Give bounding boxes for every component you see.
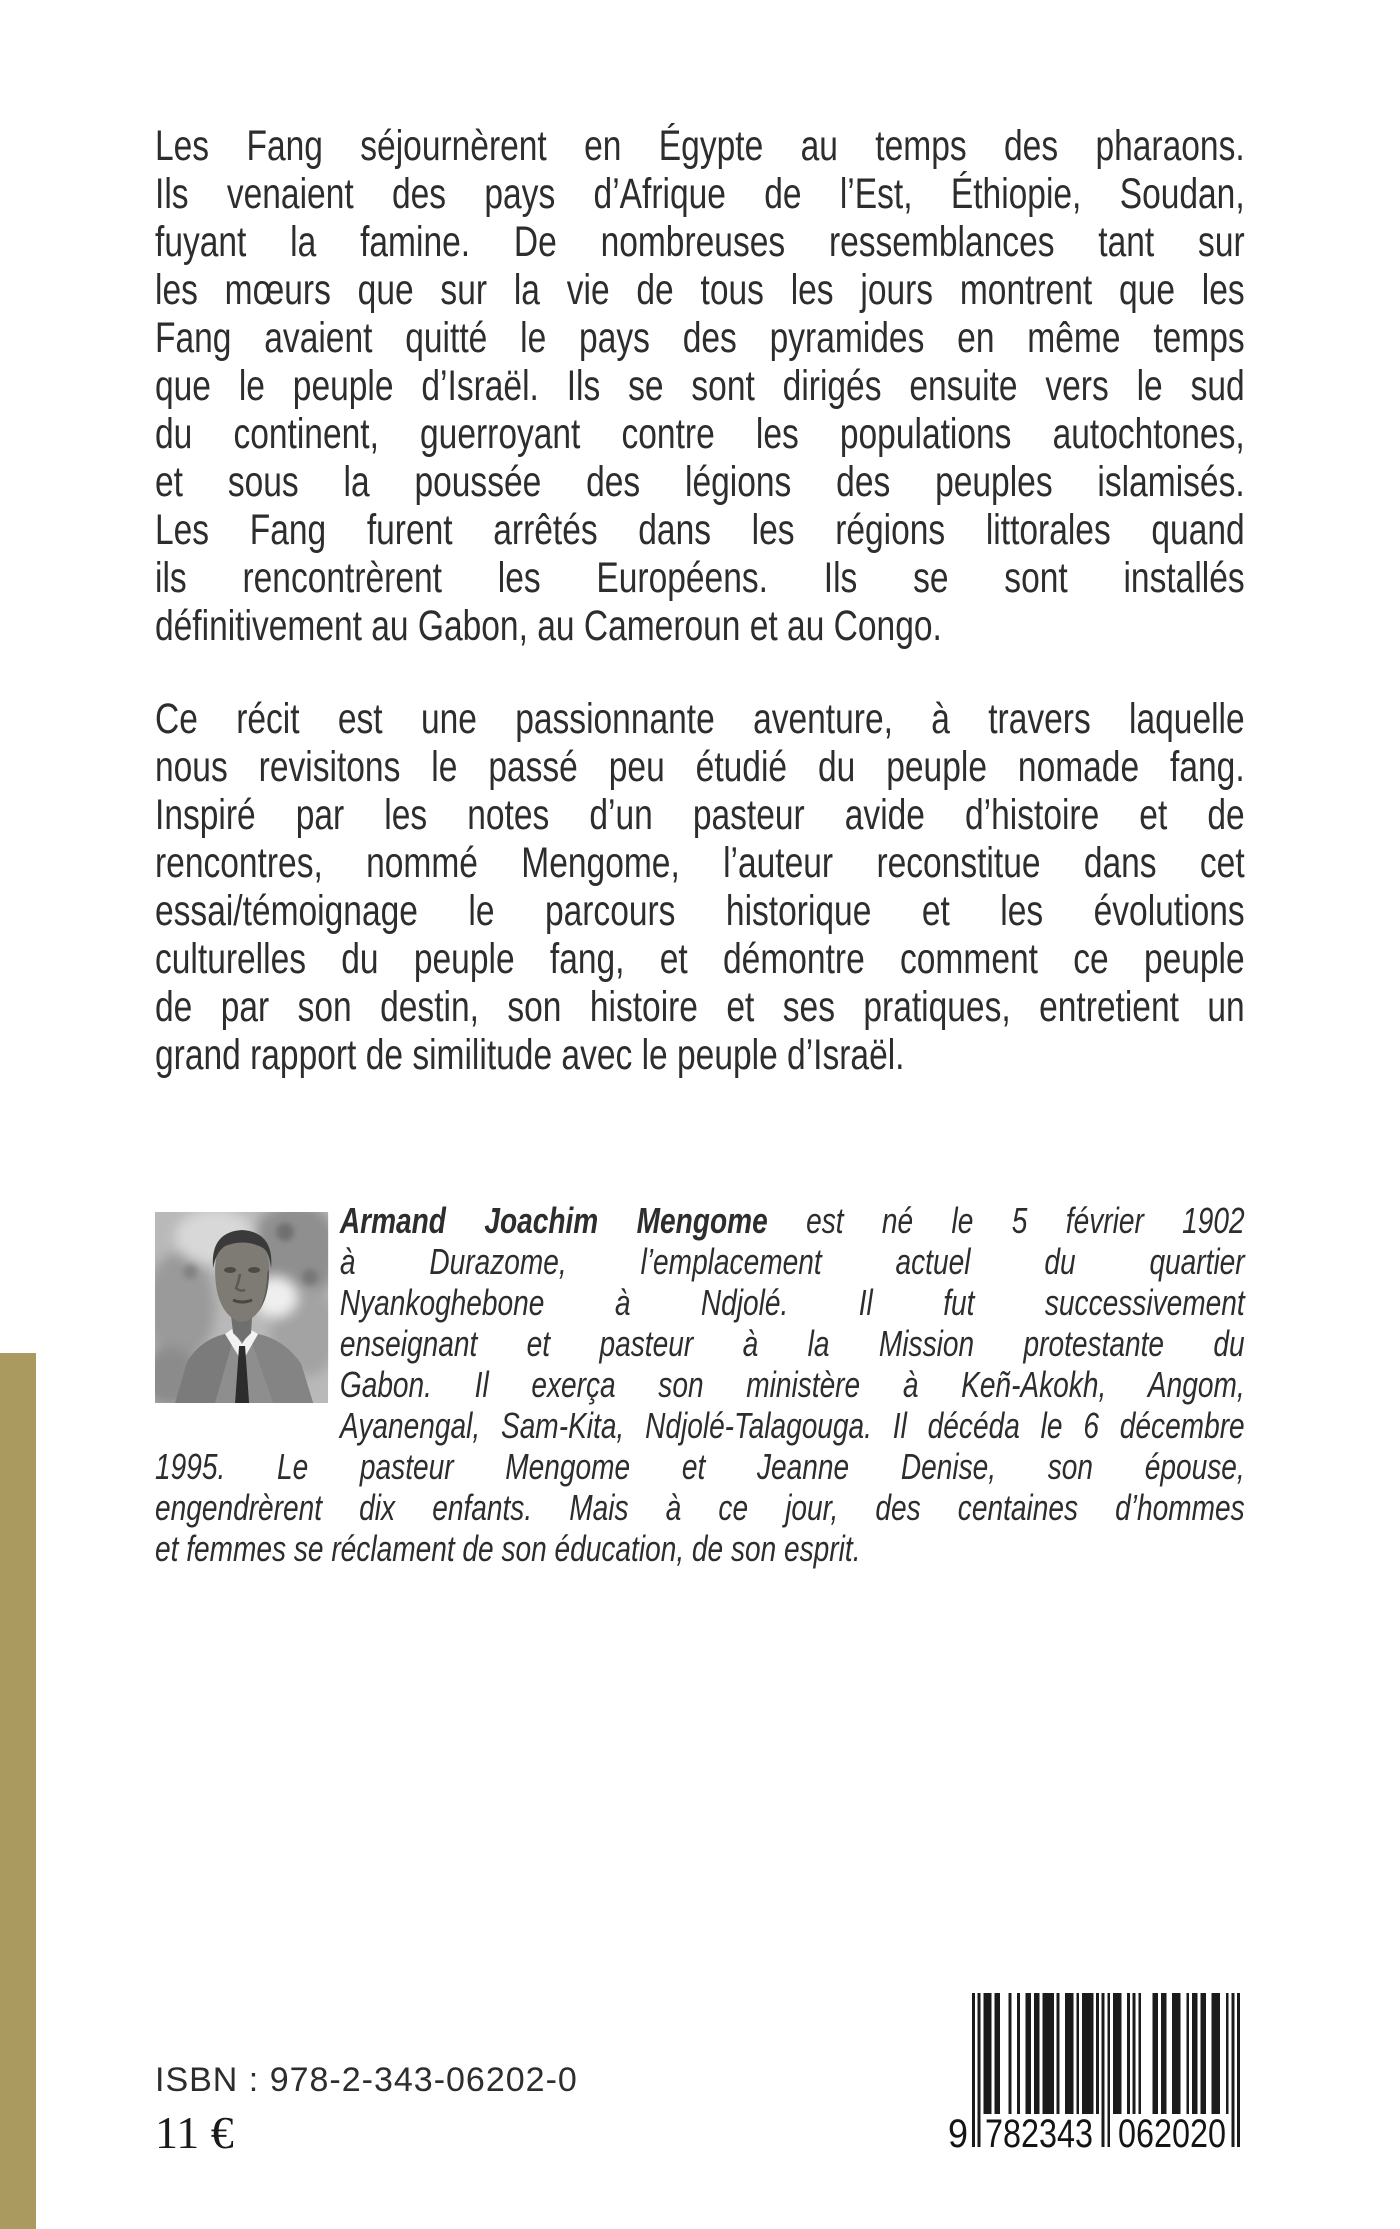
ean13-barcode bbox=[948, 1993, 1240, 2155]
text-line: Ils venaient des pays d’Afrique de l’Est, Éthiopie, Soudan, bbox=[155, 170, 1245, 218]
text-line: à Durazome, l’emplacement actuel du quartier bbox=[339, 1241, 1245, 1282]
text-line: engendrèrent dix enfants. Mais à ce jour, des centaines d’hommes bbox=[155, 1487, 1245, 1528]
svg-text:9: 9 bbox=[948, 2112, 968, 2155]
text-line: et femmes se réclament de son éducation, de son esprit. bbox=[155, 1528, 861, 1569]
text-line: essai/témoignage le parcours historique et les évolutions bbox=[155, 887, 1245, 935]
text-line: que le peuple d’Israël. Ils se sont dirigés ensuite vers le sud bbox=[155, 362, 1245, 410]
text-line: rencontres, nommé Mengome, l’auteur reconstitue dans cet bbox=[155, 839, 1245, 887]
text-line: ils rencontrèrent les Européens. Ils se sont installés bbox=[155, 554, 1245, 602]
text-line: Inspiré par les notes d’un pasteur avide d’histoire et de bbox=[155, 791, 1245, 839]
price-label: 11 € bbox=[155, 2107, 234, 2158]
spine-accent-stripe bbox=[0, 1353, 36, 2229]
bio-line1-rest: est né le 5 février 1902 bbox=[806, 1200, 1245, 1241]
text-line: Les Fang furent arrêtés dans les régions littorales quand bbox=[155, 506, 1245, 554]
text-line: grand rapport de similitude avec le peuple d’Israël. bbox=[155, 1031, 905, 1079]
text-line: nous revisitons le passé peu étudié du peuple nomade fang. bbox=[155, 743, 1245, 791]
text-line: Les Fang séjournèrent en Égypte au temps des pharaons. bbox=[155, 122, 1245, 170]
synopsis-paragraph-2 bbox=[155, 695, 1245, 1079]
author-bio bbox=[155, 1200, 1245, 1569]
text-line: enseignant et pasteur à la Mission protestante du bbox=[339, 1323, 1245, 1364]
text-line: Gabon. Il exerça son ministère à Keñ-Akokh, Angom, bbox=[339, 1364, 1245, 1405]
author-name: Armand Joachim Mengome bbox=[339, 1200, 768, 1241]
synopsis-paragraph-1 bbox=[155, 122, 1245, 650]
text-line: fuyant la famine. De nombreuses ressemblances tant sur bbox=[155, 218, 1245, 266]
text-line: 1995. Le pasteur Mengome et Jeanne Denise, son épouse, bbox=[155, 1446, 1245, 1487]
text-line: Nyankoghebone à Ndjolé. Il fut successivement bbox=[339, 1282, 1245, 1323]
text-line: Ce récit est une passionnante aventure, à travers laquelle bbox=[155, 695, 1245, 743]
text-line: Fang avaient quitté le pays des pyramides en même temps bbox=[155, 314, 1245, 362]
text-line: du continent, guerroyant contre les populations autochtones, bbox=[155, 410, 1245, 458]
text-line: Ayanengal, Sam-Kita, Ndjolé-Talagouga. Il décéda le 6 décembre bbox=[339, 1405, 1245, 1446]
ean13-barcode-svg bbox=[948, 1993, 1240, 2155]
text-line: les mœurs que sur la vie de tous les jours montrent que les bbox=[155, 266, 1245, 314]
text-line: définitivement au Gabon, au Cameroun et au Congo. bbox=[155, 602, 942, 650]
text-line: culturelles du peuple fang, et démontre comment ce peuple bbox=[155, 935, 1245, 983]
isbn-number: ISBN : 978-2-343-06202-0 bbox=[155, 2061, 578, 2099]
author-photo bbox=[155, 1212, 328, 1403]
text-line: et sous la poussée des légions des peuples islamisés. bbox=[155, 458, 1245, 506]
author-portrait-illustration bbox=[155, 1212, 328, 1403]
text-line: de par son destin, son histoire et ses pratiques, entretient un bbox=[155, 983, 1245, 1031]
svg-text:782343: 782343 bbox=[985, 2112, 1093, 2155]
svg-text:062020: 062020 bbox=[1118, 2112, 1226, 2155]
